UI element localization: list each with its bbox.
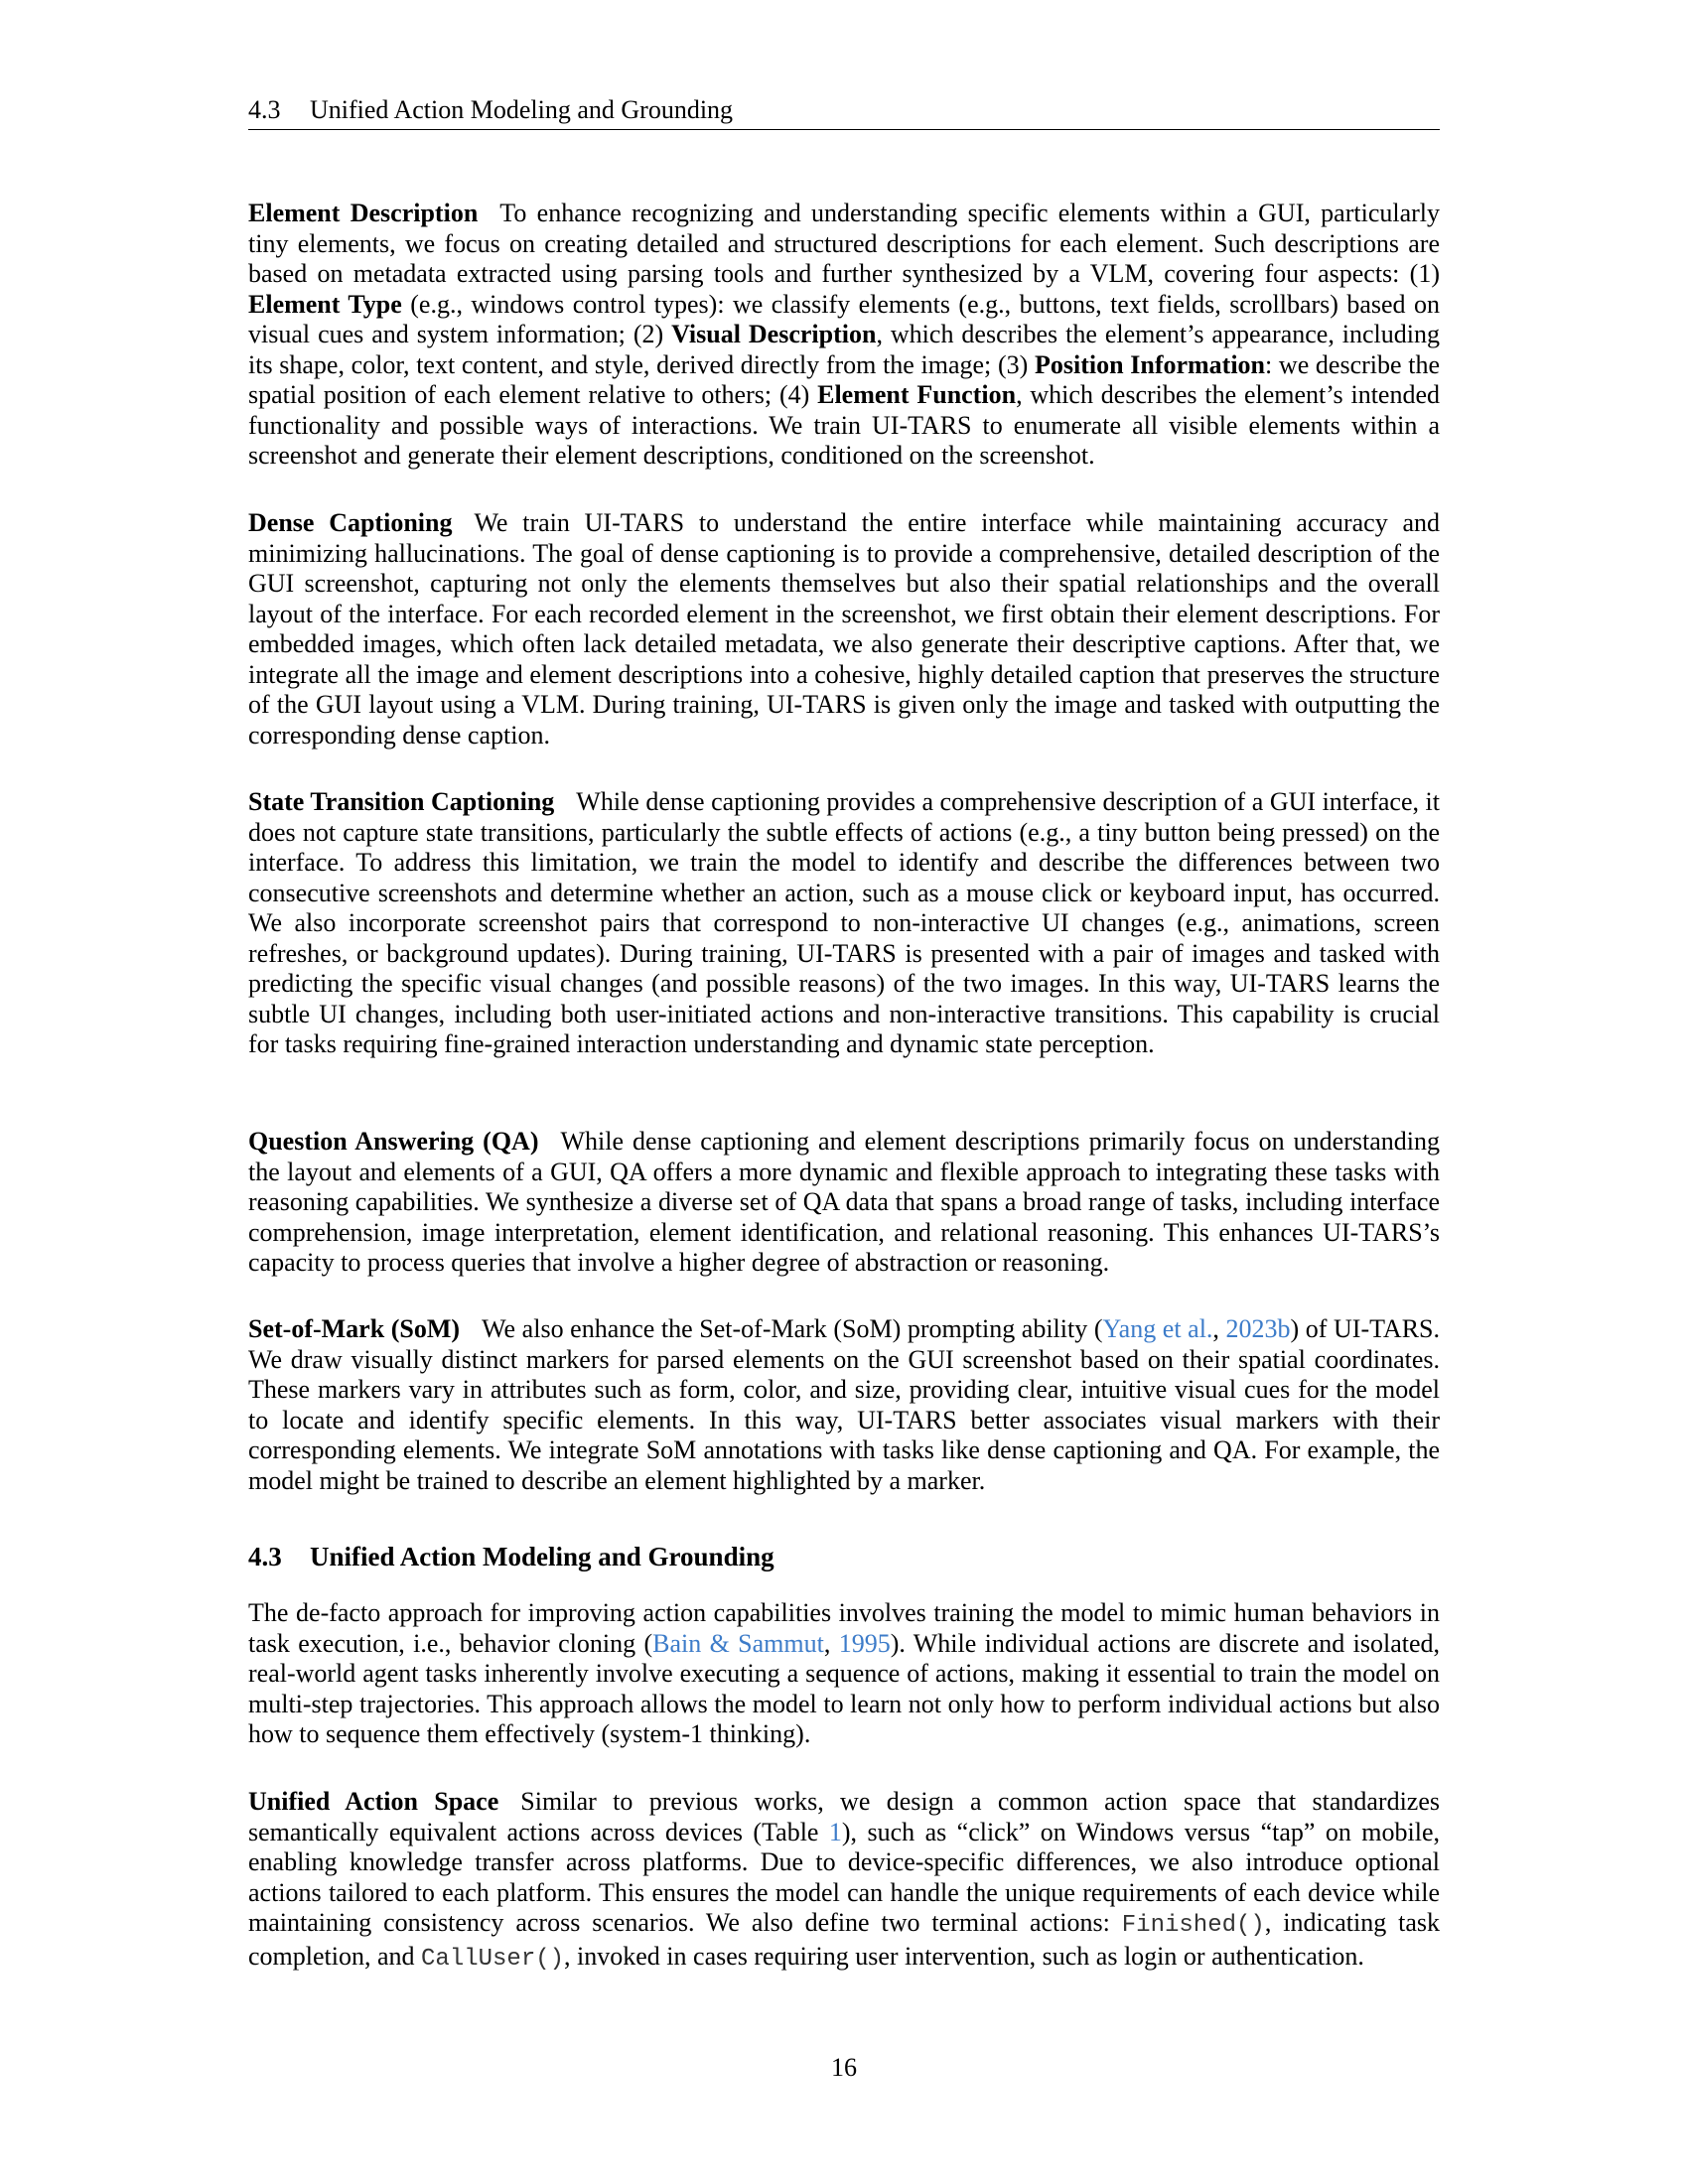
citation-author[interactable]: Bain & Sammut — [652, 1628, 824, 1658]
bold-term: Visual Description — [671, 320, 877, 348]
dense-captioning-heading: Dense Captioning — [248, 508, 453, 537]
element-description-heading: Element Description — [248, 199, 479, 227]
state-transition-heading: State Transition Captioning — [248, 787, 555, 816]
element-description-paragraph — [248, 199, 1440, 472]
running-header-title: Unified Action Modeling and Grounding — [310, 95, 734, 124]
paragraph-text: Similar to previous works, we design a common action space that standardizes semantically equivalent actions across devices (Table — [248, 1787, 1440, 1846]
citation-author[interactable]: Yang et al. — [1102, 1314, 1213, 1343]
section-heading — [248, 1540, 774, 1573]
paragraph-text: , indicating task completion, and — [248, 1908, 1441, 1971]
section-number: 4.3 — [248, 1542, 282, 1571]
citation-year-link-yang[interactable] — [1226, 1314, 1291, 1343]
state-transition-paragraph — [248, 787, 1440, 1060]
bold-term: Element Function — [817, 380, 1017, 409]
paragraph-text: We also enhance the Set-of-Mark (SoM) prompting ability ( — [482, 1314, 1103, 1343]
qa-paragraph — [248, 1127, 1440, 1279]
citation-separator: , — [823, 1628, 839, 1658]
paragraph-text: , which describes the element’s appearance, including its shape, color, text content, and style, derived directly from the image; (3) — [248, 320, 1440, 379]
code-calluser: CallUser() — [421, 1945, 565, 1973]
paragraph-text: The de-facto approach for improving action capabilities involves training the model to mimic human behaviors in task execution, i.e., behavior cloning ( — [248, 1598, 1440, 1658]
running-header-number: 4.3 — [248, 95, 281, 124]
bold-term: Position Information — [1034, 349, 1266, 379]
table-ref-link[interactable]: 1 — [828, 1817, 842, 1846]
intro-paragraph — [248, 1598, 1440, 1750]
paragraph-text: While dense captioning provides a comprehensive description of a GUI interface, it does not capture state transitions, particularly the subtle effects of actions (e.g., a tiny button being pressed) on the interface. To address this limitation, we train the model to identify and describe the differences between two consecutive screenshots and determine whether an action, such as a mouse click or keyboard input, has occurred. We also incorporate screenshot pairs that correspond to non-interactive UI changes (e.g., animations, screen refreshes, or background updates). During training, UI-TARS is presented with a pair of images and tasked with predicting the specific visual changes (and possible reasons) of the two images. In this way, UI-TARS learns the subtle UI changes, including both user-initiated actions and non-interactive transitions. This capability is crucial for tasks requiring fine-grained interaction understanding and dynamic state perception. — [248, 787, 1440, 1058]
paragraph-text: , invoked in cases requiring user intervention, such as login or authentication. — [564, 1941, 1364, 1971]
paragraph-text: , which describes the element’s intended functionality and possible ways of interactions. We train UI-TARS to enumerate all visible elements within a screenshot and generate their element descriptions, conditioned on the screenshot. — [248, 380, 1440, 470]
dense-captioning-paragraph — [248, 508, 1440, 751]
citation-separator: , — [1212, 1314, 1226, 1343]
citation-year[interactable]: 2023b — [1225, 1314, 1291, 1343]
paragraph-text: We train UI-TARS to understand the entire interface while maintaining accuracy and minimizing hallucinations. The goal of dense captioning is to provide a comprehensive, detailed description of the GUI screenshot, capturing not only the elements themselves but also their spatial relationships and the overall layout of the interface. For each recorded element in the screenshot, we first obtain their element descriptions. For embedded images, which often lack detailed metadata, we also generate their descriptive captions. After that, we integrate all the image and element descriptions into a cohesive, highly detailed caption that preserves the structure of the GUI layout using a VLM. During training, UI-TARS is given only the image and tasked with outputting the corresponding dense caption. — [248, 508, 1440, 750]
paper-page — [248, 0, 1440, 2184]
section-title: Unified Action Modeling and Grounding — [310, 1542, 774, 1571]
citation-year[interactable]: 1995 — [838, 1628, 891, 1658]
paragraph-text: (e.g., windows control types): we classify elements (e.g., buttons, text fields, scrollbars) based on visual cues and system information; (2) — [248, 289, 1440, 348]
citation-link-yang[interactable] — [1102, 1314, 1212, 1343]
paragraph-text: ), such as “click” on Windows versus “tap” on mobile, enabling knowledge transfer across platforms. Due to device-specific differences, we also introduce optional actions tailored to each platform. This ensures the model can handle the unique requirements of each device while maintaining consistency across scenarios. We also define two terminal actions: — [248, 1817, 1440, 1937]
page-number: 16 — [831, 2053, 857, 2082]
som-heading: Set-of-Mark (SoM) — [248, 1314, 461, 1343]
citation-link-bain[interactable] — [652, 1629, 824, 1658]
paragraph-text: While dense captioning and element descriptions primarily focus on understanding the layout and elements of a GUI, QA offers a more dynamic and flexible approach to integrating these tasks with reasoning capabilities. We synthesize a diverse set of QA data that spans a broad range of tasks, including interface comprehension, image interpretation, element identification, and relational reasoning. This enhances UI-TARS’s capacity to process queries that involve a higher degree of abstraction or reasoning. — [248, 1127, 1440, 1277]
action-space-heading: Unified Action Space — [248, 1787, 499, 1816]
code-finished: Finished() — [1121, 1912, 1265, 1939]
citation-year-link-bain[interactable] — [839, 1629, 891, 1658]
paragraph-text: ) of UI-TARS. We draw visually distinct markers for parsed elements on the GUI screenshot based on their spatial coordinates. These markers vary in attributes such as form, color, and size, providing clear, intuitive visual cues for the model to locate and identify specific elements. In this way, UI-TARS better associates visual markers with their corresponding elements. We integrate SoM annotations with tasks like dense captioning and QA. For example, the model might be trained to describe an element highlighted by a marker. — [248, 1314, 1440, 1495]
bold-term: Element Type — [248, 289, 402, 319]
som-paragraph — [248, 1314, 1440, 1496]
action-space-paragraph — [248, 1787, 1440, 1975]
paragraph-text: : we describe the spatial position of each element relative to others; (4) — [248, 349, 1440, 409]
paragraph-text: To enhance recognizing and understanding specific elements within a GUI, particularly tiny elements, we focus on creating detailed and structured descriptions for each element. Such descriptions are based on metadata extracted using parsing tools and further synthesized by a VLM, covering four aspects: (1) — [248, 199, 1440, 288]
running-header — [248, 93, 1440, 130]
paragraph-text: ). While individual actions are discrete and isolated, real-world agent tasks inherently involve executing a sequence of actions, making it essential to train the model on multi-step trajectories. This approach allows the model to learn not only how to perform individual actions but also how to sequence them effectively (system-1 thinking). — [248, 1628, 1440, 1748]
qa-heading: Question Answering (QA) — [248, 1127, 539, 1156]
